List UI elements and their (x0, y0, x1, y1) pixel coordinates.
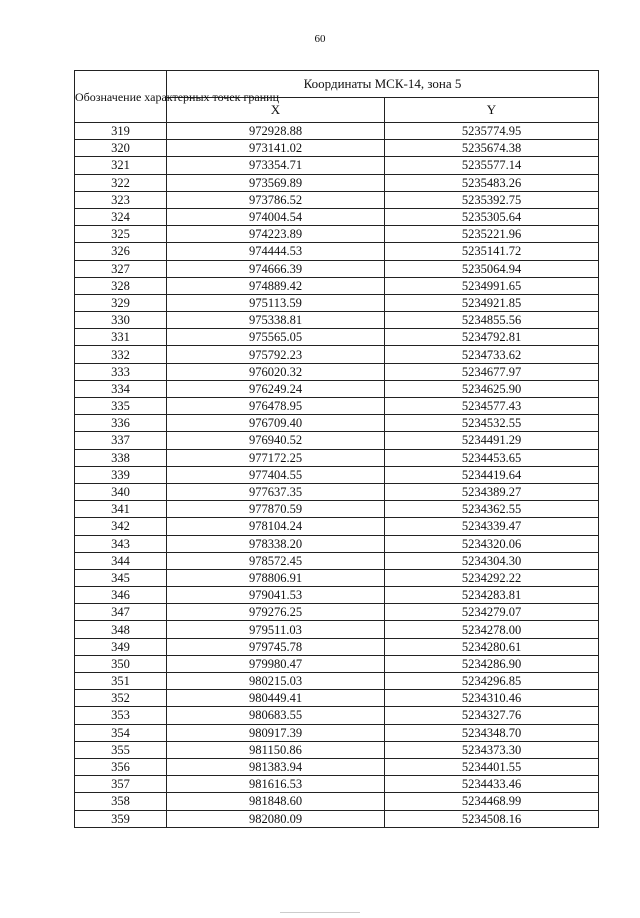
point-number-cell: 340 (75, 483, 167, 500)
table-row (75, 758, 599, 775)
y-coordinate-cell: 5235221.96 (385, 226, 599, 243)
table-row (75, 673, 599, 690)
table-row (75, 277, 599, 294)
x-coordinate-cell: 973354.71 (167, 157, 385, 174)
point-number-cell: 351 (75, 673, 167, 690)
table-row (75, 707, 599, 724)
point-number-cell: 327 (75, 260, 167, 277)
y-coordinate-cell: 5234508.16 (385, 810, 599, 827)
x-coordinate-cell: 978104.24 (167, 518, 385, 535)
point-number-cell: 325 (75, 226, 167, 243)
x-coordinate-cell: 972928.88 (167, 123, 385, 140)
table-row (75, 569, 599, 586)
y-coordinate-cell: 5234278.00 (385, 621, 599, 638)
x-coordinate-cell: 976478.95 (167, 398, 385, 415)
point-number-cell: 321 (75, 157, 167, 174)
x-coordinate-cell: 980683.55 (167, 707, 385, 724)
point-number-cell: 350 (75, 655, 167, 672)
point-number-cell: 331 (75, 329, 167, 346)
x-coordinate-cell: 975338.81 (167, 312, 385, 329)
x-coordinate-cell: 979980.47 (167, 655, 385, 672)
point-number-cell: 359 (75, 810, 167, 827)
y-coordinate-cell: 5234283.81 (385, 587, 599, 604)
point-number-cell: 328 (75, 277, 167, 294)
y-coordinate-cell: 5234310.46 (385, 690, 599, 707)
x-coordinate-cell: 975113.59 (167, 294, 385, 311)
y-coordinate-cell: 5234304.30 (385, 552, 599, 569)
y-coordinate-cell: 5234389.27 (385, 483, 599, 500)
point-number-cell: 357 (75, 776, 167, 793)
point-number-cell: 334 (75, 380, 167, 397)
y-coordinate-cell: 5234468.99 (385, 793, 599, 810)
table-row (75, 226, 599, 243)
y-coordinate-cell: 5234373.30 (385, 741, 599, 758)
x-coordinate-cell: 977637.35 (167, 483, 385, 500)
x-coordinate-cell: 981616.53 (167, 776, 385, 793)
y-coordinate-cell: 5234921.85 (385, 294, 599, 311)
table-row (75, 260, 599, 277)
point-number-cell: 341 (75, 501, 167, 518)
table-row (75, 690, 599, 707)
table-row (75, 638, 599, 655)
y-coordinate-cell: 5234855.56 (385, 312, 599, 329)
x-coordinate-cell: 981848.60 (167, 793, 385, 810)
table-row (75, 157, 599, 174)
table-row (75, 380, 599, 397)
y-coordinate-cell: 5235064.94 (385, 260, 599, 277)
table-row (75, 363, 599, 380)
point-number-cell: 329 (75, 294, 167, 311)
y-coordinate-cell: 5234348.70 (385, 724, 599, 741)
x-coordinate-cell: 973569.89 (167, 174, 385, 191)
table-row (75, 810, 599, 827)
point-number-cell: 343 (75, 535, 167, 552)
table-row (75, 174, 599, 191)
y-coordinate-cell: 5234320.06 (385, 535, 599, 552)
point-number-cell: 346 (75, 587, 167, 604)
x-column-header: X (167, 98, 385, 123)
x-coordinate-cell: 976249.24 (167, 380, 385, 397)
x-coordinate-cell: 980449.41 (167, 690, 385, 707)
x-coordinate-cell: 977172.25 (167, 449, 385, 466)
y-coordinate-cell: 5234401.55 (385, 758, 599, 775)
table-row (75, 587, 599, 604)
table-row (75, 449, 599, 466)
x-coordinate-cell: 980917.39 (167, 724, 385, 741)
point-number-cell: 323 (75, 191, 167, 208)
point-number-cell: 358 (75, 793, 167, 810)
x-coordinate-cell: 975565.05 (167, 329, 385, 346)
x-coordinate-cell: 976020.32 (167, 363, 385, 380)
point-number-cell: 338 (75, 449, 167, 466)
table-row (75, 741, 599, 758)
point-number-cell: 332 (75, 346, 167, 363)
point-number-cell: 342 (75, 518, 167, 535)
y-coordinate-cell: 5235392.75 (385, 191, 599, 208)
y-coordinate-cell: 5235674.38 (385, 140, 599, 157)
point-number-cell: 337 (75, 432, 167, 449)
table-body (75, 123, 599, 828)
table-row (75, 208, 599, 225)
point-number-cell: 354 (75, 724, 167, 741)
table-row (75, 398, 599, 415)
table-row (75, 621, 599, 638)
y-coordinate-cell: 5234453.65 (385, 449, 599, 466)
x-coordinate-cell: 981150.86 (167, 741, 385, 758)
point-number-cell: 345 (75, 569, 167, 586)
table-row (75, 793, 599, 810)
point-number-cell: 330 (75, 312, 167, 329)
x-coordinate-cell: 973786.52 (167, 191, 385, 208)
coordinates-table (74, 70, 599, 828)
coordinates-system-header: Координаты МСК-14, зона 5 (167, 71, 599, 98)
table-row (75, 483, 599, 500)
table-row (75, 191, 599, 208)
x-coordinate-cell: 978572.45 (167, 552, 385, 569)
y-coordinate-cell: 5235141.72 (385, 243, 599, 260)
x-coordinate-cell: 978338.20 (167, 535, 385, 552)
x-coordinate-cell: 974889.42 (167, 277, 385, 294)
point-number-cell: 320 (75, 140, 167, 157)
y-column-header: Y (385, 98, 599, 123)
x-coordinate-cell: 974223.89 (167, 226, 385, 243)
x-coordinate-cell: 976940.52 (167, 432, 385, 449)
table-row (75, 329, 599, 346)
y-coordinate-cell: 5234733.62 (385, 346, 599, 363)
x-coordinate-cell: 973141.02 (167, 140, 385, 157)
y-coordinate-cell: 5234286.90 (385, 655, 599, 672)
x-coordinate-cell: 981383.94 (167, 758, 385, 775)
table-row (75, 655, 599, 672)
table-row (75, 432, 599, 449)
point-number-cell: 336 (75, 415, 167, 432)
point-number-cell: 355 (75, 741, 167, 758)
x-coordinate-cell: 979276.25 (167, 604, 385, 621)
y-coordinate-cell: 5234339.47 (385, 518, 599, 535)
y-coordinate-cell: 5234280.61 (385, 638, 599, 655)
y-coordinate-cell: 5234991.65 (385, 277, 599, 294)
x-coordinate-cell: 977404.55 (167, 466, 385, 483)
y-coordinate-cell: 5234433.46 (385, 776, 599, 793)
x-coordinate-cell: 978806.91 (167, 569, 385, 586)
page-edge-mark (280, 912, 360, 913)
table-row (75, 604, 599, 621)
point-number-cell: 322 (75, 174, 167, 191)
y-coordinate-cell: 5234792.81 (385, 329, 599, 346)
point-number-cell: 333 (75, 363, 167, 380)
point-number-cell: 349 (75, 638, 167, 655)
y-coordinate-cell: 5234577.43 (385, 398, 599, 415)
y-coordinate-cell: 5234419.64 (385, 466, 599, 483)
y-coordinate-cell: 5235577.14 (385, 157, 599, 174)
x-coordinate-cell: 974444.53 (167, 243, 385, 260)
y-coordinate-cell: 5234362.55 (385, 501, 599, 518)
table-row (75, 415, 599, 432)
point-number-cell: 356 (75, 758, 167, 775)
table-row (75, 123, 599, 140)
point-number-cell: 347 (75, 604, 167, 621)
y-coordinate-cell: 5235774.95 (385, 123, 599, 140)
point-number-cell: 353 (75, 707, 167, 724)
page-number: 60 (314, 33, 326, 45)
y-coordinate-cell: 5234677.97 (385, 363, 599, 380)
table-row (75, 294, 599, 311)
x-coordinate-cell: 979041.53 (167, 587, 385, 604)
table-row (75, 466, 599, 483)
table-row (75, 776, 599, 793)
y-coordinate-cell: 5235483.26 (385, 174, 599, 191)
table-row (75, 346, 599, 363)
x-coordinate-cell: 980215.03 (167, 673, 385, 690)
x-coordinate-cell: 974666.39 (167, 260, 385, 277)
table-row (75, 312, 599, 329)
x-coordinate-cell: 979511.03 (167, 621, 385, 638)
y-coordinate-cell: 5234292.22 (385, 569, 599, 586)
table-row (75, 243, 599, 260)
y-coordinate-cell: 5235305.64 (385, 208, 599, 225)
point-designation-header: Обозначение характерных точек границ (75, 71, 167, 123)
point-number-cell: 339 (75, 466, 167, 483)
x-coordinate-cell: 974004.54 (167, 208, 385, 225)
y-coordinate-cell: 5234532.55 (385, 415, 599, 432)
y-coordinate-cell: 5234491.29 (385, 432, 599, 449)
table-row (75, 552, 599, 569)
point-number-cell: 348 (75, 621, 167, 638)
table-row (75, 501, 599, 518)
y-coordinate-cell: 5234327.76 (385, 707, 599, 724)
table-header (75, 71, 599, 123)
point-number-cell: 335 (75, 398, 167, 415)
x-coordinate-cell: 982080.09 (167, 810, 385, 827)
x-coordinate-cell: 976709.40 (167, 415, 385, 432)
x-coordinate-cell: 977870.59 (167, 501, 385, 518)
table-row (75, 140, 599, 157)
table-row (75, 724, 599, 741)
point-number-cell: 324 (75, 208, 167, 225)
y-coordinate-cell: 5234296.85 (385, 673, 599, 690)
y-coordinate-cell: 5234279.07 (385, 604, 599, 621)
point-number-cell: 319 (75, 123, 167, 140)
point-number-cell: 344 (75, 552, 167, 569)
point-number-cell: 326 (75, 243, 167, 260)
point-number-cell: 352 (75, 690, 167, 707)
x-coordinate-cell: 979745.78 (167, 638, 385, 655)
table-row (75, 518, 599, 535)
table-row (75, 535, 599, 552)
y-coordinate-cell: 5234625.90 (385, 380, 599, 397)
x-coordinate-cell: 975792.23 (167, 346, 385, 363)
